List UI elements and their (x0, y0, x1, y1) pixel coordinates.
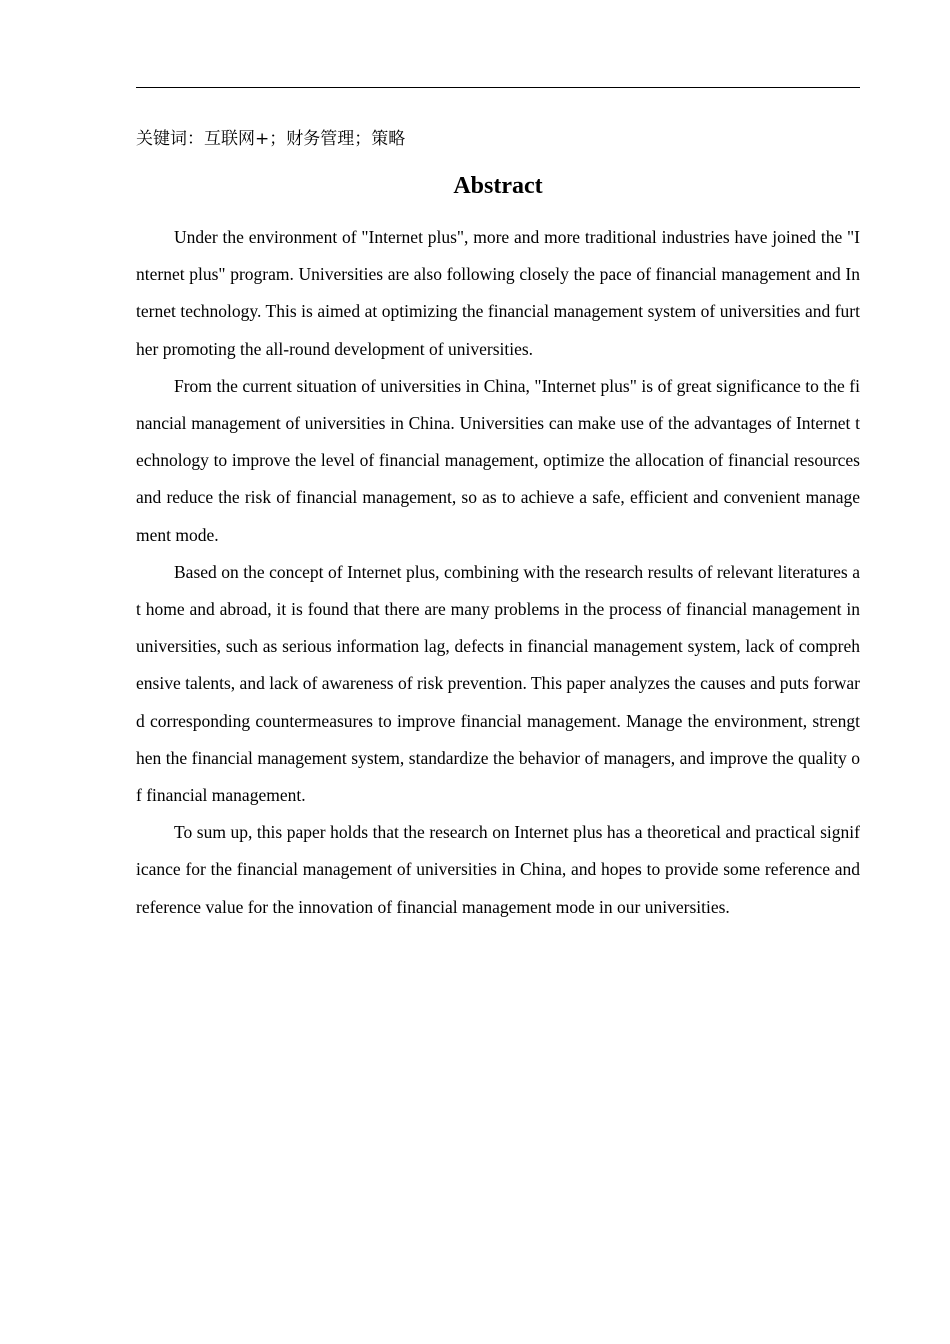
keywords-value: 互联网+；财务管理；策略 (204, 129, 406, 149)
abstract-paragraph: Based on the concept of Internet plus, combining with the research results of relevant literatures at home and abroad, it is found that there are many problems in the process of financial management in universities, such as serious information lag, defects in financial management system, lack of comprehensive talents, and lack of awareness of risk prevention. This paper analyzes the causes and puts forward corresponding countermeasures to improve financial management. Manage the environment, strengthen the financial management system, standardize the behavior of managers, and improve the quality of financial management. (136, 561, 860, 806)
keywords-line (136, 124, 860, 153)
keywords-label: 关键词： (136, 129, 204, 149)
header-rule (136, 87, 860, 88)
abstract-paragraph: To sum up, this paper holds that the research on Internet plus has a theoretical and practical significance for the financial management of universities in China, and hopes to provide some reference and reference value for the innovation of financial management mode in our universities. (136, 822, 860, 917)
abstract-paragraph: Under the environment of "Internet plus", more and more traditional industries have joined the "Internet plus" program. Universities are also following closely the pace of financial management and Internet technology. This is aimed at optimizing the financial management system of universities and further promoting the all-round development of universities. (136, 227, 860, 359)
abstract-title: Abstract (453, 173, 543, 199)
abstract-body (136, 219, 860, 926)
abstract-paragraph: From the current situation of universities in China, "Internet plus" is of great significance to the financial management of universities in China. Universities can make use of the advantages of Internet technology to improve the level of financial management, optimize the allocation of financial resources and reduce the risk of financial management, so as to achieve a safe, efficient and convenient management mode. (136, 375, 860, 545)
